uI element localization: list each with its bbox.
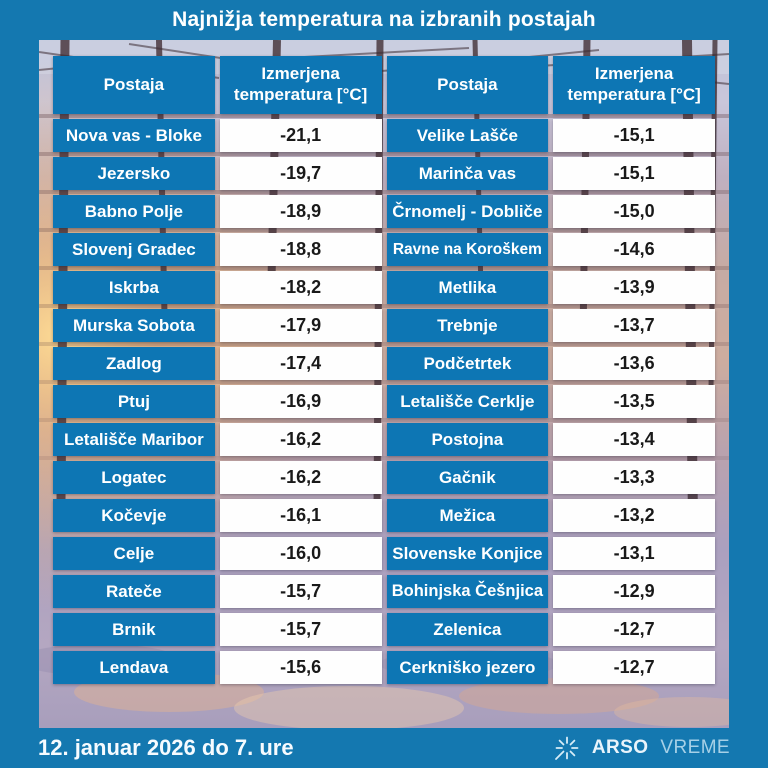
station-label: Brnik — [112, 619, 156, 639]
station-cell — [387, 613, 549, 646]
temperature-cell: -15,6 — [220, 651, 382, 684]
station-label: Ravne na Koroškem — [392, 240, 542, 258]
station-label: Cerkniško jezero — [399, 657, 536, 677]
station-label: Rateče — [105, 581, 162, 601]
station-label: Slovenske Konjice — [392, 543, 543, 563]
station-cell — [53, 119, 215, 152]
station-label: Letališče Cerklje — [400, 391, 535, 411]
station-label: Velike Lašče — [416, 125, 518, 145]
station-label: Nova vas - Bloke — [65, 125, 202, 145]
temperature-cell: -13,2 — [553, 499, 715, 532]
station-label: Jezersko — [97, 163, 171, 183]
temperature-cell: -16,1 — [220, 499, 382, 532]
station-label: Podčetrtek — [423, 353, 512, 373]
station-cell — [53, 613, 215, 646]
header-station-right: Postaja — [387, 56, 549, 114]
station-label: Črnomelj - Dobliče — [392, 201, 543, 221]
station-cell — [387, 499, 549, 532]
station-label: Kočevje — [101, 505, 167, 525]
temperature-cell: -18,2 — [220, 271, 382, 304]
temperature-cell: -13,1 — [553, 537, 715, 570]
arso-brand-name: ARSO — [591, 737, 649, 758]
station-label: Lendava — [99, 657, 169, 677]
station-cell — [387, 651, 549, 684]
temperature-cell: -14,6 — [553, 233, 715, 266]
station-cell — [387, 461, 549, 494]
station-cell — [387, 347, 549, 380]
sun-rays-icon — [554, 735, 580, 761]
station-cell — [387, 195, 549, 228]
temperature-cell: -17,4 — [220, 347, 382, 380]
temperature-cell: -15,7 — [220, 613, 382, 646]
footer-bar — [0, 728, 768, 768]
station-cell — [387, 119, 549, 152]
temperature-cell: -13,3 — [553, 461, 715, 494]
temperature-cell: -21,1 — [220, 119, 382, 152]
temperature-cell: -13,5 — [553, 385, 715, 418]
temperature-cell: -16,0 — [220, 537, 382, 570]
station-label: Murska Sobota — [72, 315, 195, 335]
temperature-cell: -16,2 — [220, 461, 382, 494]
station-label: Mežica — [439, 505, 496, 525]
temperature-cell: -12,9 — [553, 575, 715, 608]
station-cell — [53, 271, 215, 304]
title-bar — [0, 0, 768, 40]
temperature-cell: -13,6 — [553, 347, 715, 380]
station-cell — [53, 195, 215, 228]
temperature-cell: -15,1 — [553, 119, 715, 152]
station-label: Logatec — [101, 467, 167, 487]
temperature-cell: -16,2 — [220, 423, 382, 456]
header-station-left: Postaja — [53, 56, 215, 114]
station-cell — [387, 537, 549, 570]
station-cell — [53, 423, 215, 456]
temperature-cell: -13,9 — [553, 271, 715, 304]
station-cell — [53, 575, 215, 608]
station-label: Bohinjska Češnjica — [391, 582, 544, 600]
temperature-cell: -12,7 — [553, 613, 715, 646]
station-cell — [53, 461, 215, 494]
station-cell — [53, 233, 215, 266]
data-grid — [53, 56, 715, 684]
station-cell — [53, 157, 215, 190]
station-cell — [53, 537, 215, 570]
station-label: Iskrba — [108, 277, 159, 297]
temperature-cell: -12,7 — [553, 651, 715, 684]
station-label: Slovenj Gradec — [71, 239, 196, 259]
station-label: Metlika — [438, 277, 497, 297]
station-label: Babno Polje — [84, 201, 183, 221]
temperature-cell: -16,9 — [220, 385, 382, 418]
station-label: Zelenica — [433, 619, 502, 639]
station-label: Letališče Maribor — [63, 429, 204, 449]
station-label: Trebnje — [437, 315, 498, 335]
station-cell — [387, 271, 549, 304]
station-label: Celje — [113, 543, 155, 563]
station-label: Zadlog — [106, 353, 162, 373]
temperature-cell: -13,4 — [553, 423, 715, 456]
temperature-cell: -15,7 — [220, 575, 382, 608]
temperature-cell: -17,9 — [220, 309, 382, 342]
station-cell — [53, 651, 215, 684]
station-cell — [53, 499, 215, 532]
footer-date: 12. januar 2026 do 7. ure — [38, 735, 294, 760]
arso-logo — [554, 735, 730, 761]
station-cell — [387, 385, 549, 418]
station-cell — [387, 309, 549, 342]
temperature-cell: -15,1 — [553, 157, 715, 190]
station-cell — [387, 233, 549, 266]
station-cell — [387, 423, 549, 456]
station-cell — [53, 385, 215, 418]
station-cell — [387, 575, 549, 608]
header-temperature-left: Izmerjena temperatura [°C] — [220, 56, 382, 114]
header-temperature-right: Izmerjena temperatura [°C] — [553, 56, 715, 114]
temperature-cell: -19,7 — [220, 157, 382, 190]
station-label: Marinča vas — [418, 163, 517, 183]
station-cell — [53, 309, 215, 342]
temperature-cell: -15,0 — [553, 195, 715, 228]
temperature-cell: -18,8 — [220, 233, 382, 266]
page-title: Najnižja temperatura na izbranih postajah — [172, 8, 596, 31]
temperature-cell: -13,7 — [553, 309, 715, 342]
temperature-cell: -18,9 — [220, 195, 382, 228]
station-cell — [387, 157, 549, 190]
station-cell — [53, 347, 215, 380]
station-label: Postojna — [431, 429, 504, 449]
station-label: Ptuj — [117, 391, 150, 411]
arso-brand-suffix: VREME — [660, 737, 730, 758]
station-label: Gačnik — [439, 467, 496, 487]
